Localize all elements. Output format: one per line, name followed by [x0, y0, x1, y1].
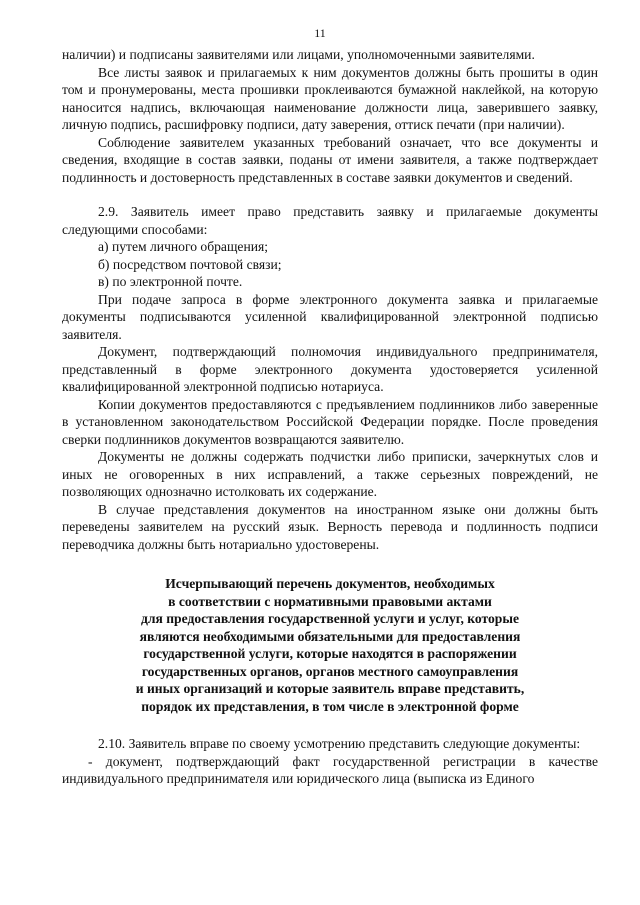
- section-2-9-intro: 2.9. Заявитель имеет право представить заявку и прилагаемые документы следующими способами:: [62, 204, 598, 237]
- heading-line: в соответствии с нормативными правовыми актами: [168, 593, 492, 609]
- paragraph: Копии документов предоставляются с предъявлением подлинников либо заверенные в установленном законодательством Российской Федерации порядке. После проведения сверки подлинников документов возвращаются заявителю.: [62, 396, 598, 447]
- section-2-10-intro: 2.10. Заявитель вправе по своему усмотрению представить следующие документы:: [98, 736, 581, 751]
- page-content: [62, 46, 598, 788]
- paragraph: При подаче запроса в форме электронного документа заявка и прилагаемые документы подписываются усиленной квалифицированной электронной подписью заявителя.: [62, 291, 598, 342]
- heading-line: являются необходимыми обязательными для предоставления: [139, 628, 521, 644]
- list-item: а) путем личного обращения;: [98, 239, 269, 254]
- list-item: в) по электронной почте.: [98, 274, 243, 289]
- heading-line: государственных органов, органов местного самоуправления: [141, 663, 519, 679]
- heading-line: и иных организаций и которые заявитель вправе представить,: [135, 681, 525, 696]
- list-item: б) посредством почтовой связи;: [98, 256, 282, 272]
- heading-line: порядок их представления, в том числе в электронной форме: [141, 698, 519, 714]
- heading-line: Исчерпывающий перечень документов, необходимых: [165, 576, 495, 591]
- paragraph: наличии) и подписаны заявителями или лицами, уполномоченными заявителями.: [62, 47, 535, 62]
- paragraph: Все листы заявок и прилагаемых к ним документов должны быть прошиты в один том и пронумерованы, места прошивки проклеиваются бумажной наклейкой, на которую наносится надпись, включающая наименование должности лица, заверившего заявку, личную подпись, расшифровку подписи, дату заверения, оттиск печати (при наличии).: [62, 64, 598, 132]
- page-number: 11: [314, 26, 326, 40]
- paragraph: Соблюдение заявителем указанных требований означает, что все документы и сведения, входящие в состав заявки, поданы от имени заявителя, а также подтверждает подлинность и достоверность представленных в составе заявки документов и сведений.: [62, 134, 598, 185]
- section-heading: [62, 575, 598, 715]
- list-item: - документ, подтверждающий факт государственной регистрации в качестве индивидуального предпринимателя или юридического лица (выписка из Единого: [62, 753, 598, 786]
- heading-line: государственной услуги, которые находятся в распоряжении: [143, 646, 517, 661]
- heading-line: для предоставления государственной услуги и услуг, которые: [140, 611, 520, 626]
- paragraph: Документ, подтверждающий полномочия индивидуального предпринимателя, представленный в форме электронного документа удостоверяется усиленной квалифицированной электронной подписью нотариуса.: [62, 344, 598, 394]
- paragraph: Документы не должны содержать подчистки либо приписки, зачеркнутых слов и иных не оговоренных в них исправлений, а также серьезных повреждений, не позволяющих однозначно истолковать их содержание.: [62, 449, 598, 499]
- paragraph: В случае представления документов на иностранном языке они должны быть переведены заявителем на русский язык. Верность перевода и подлинность подписи переводчика должны быть нотариально удостоверены.: [62, 501, 598, 552]
